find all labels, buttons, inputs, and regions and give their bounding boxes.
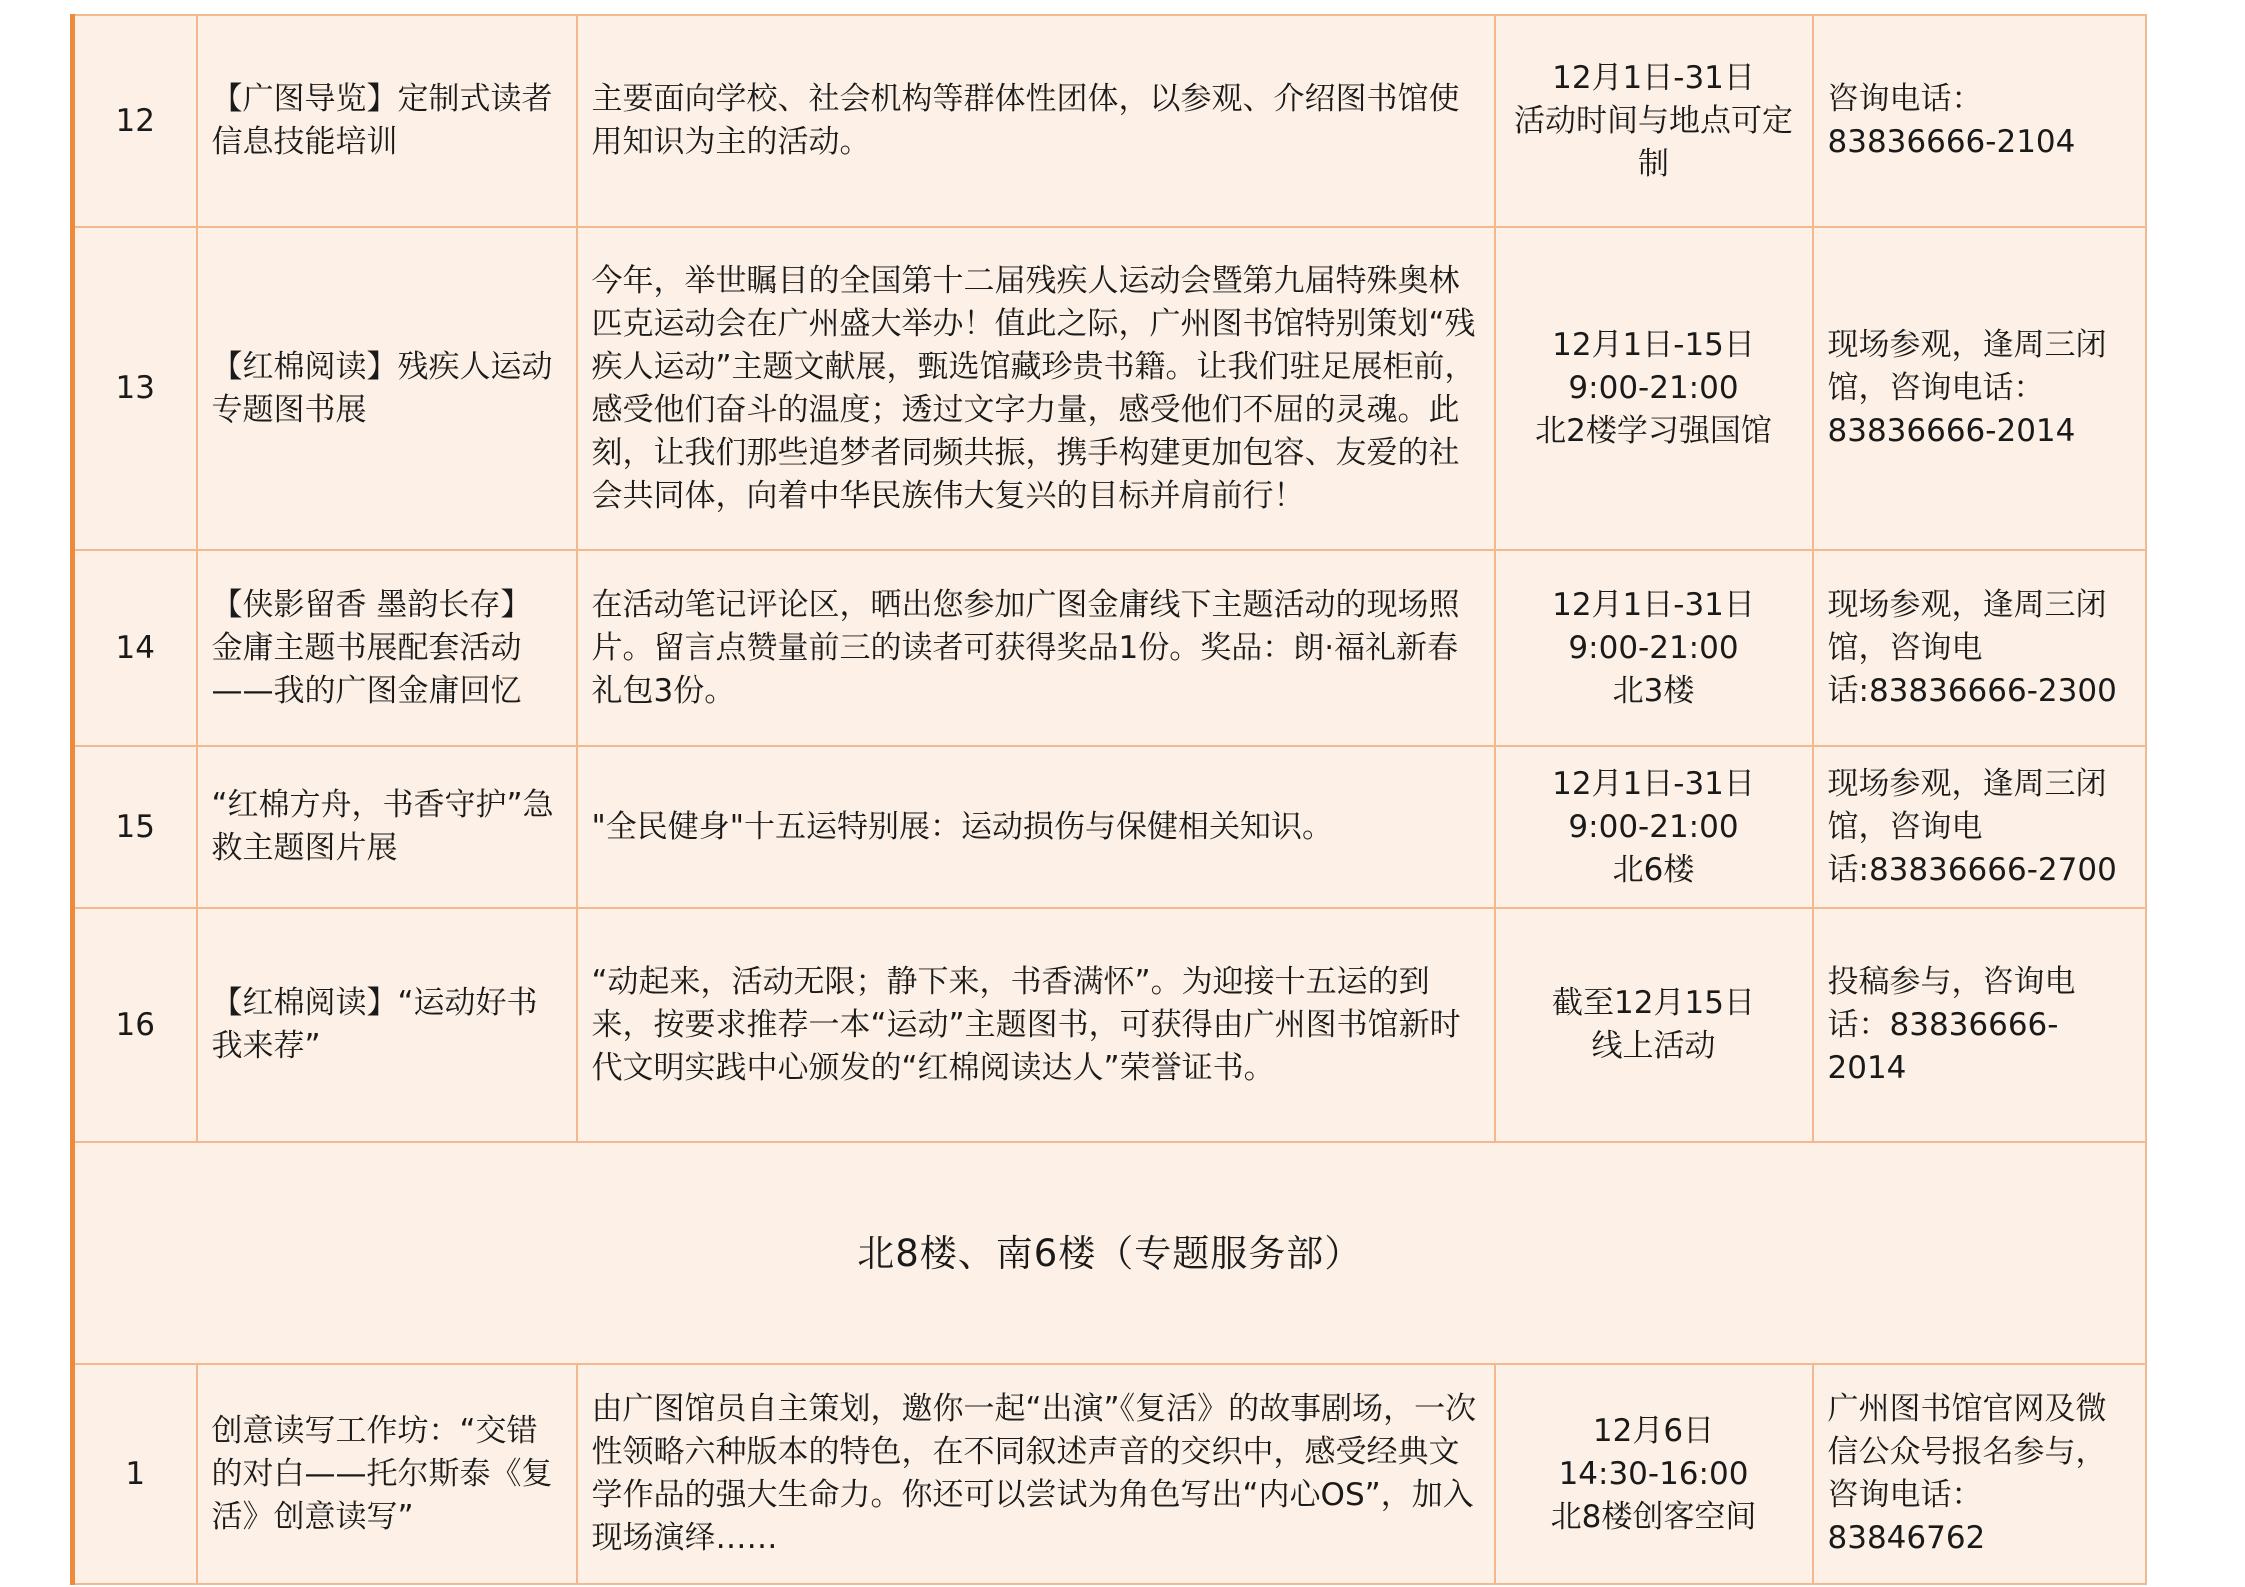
- row-number: 12: [73, 15, 197, 227]
- activity-contact: 现场参观，逢周三闭馆，咨询电话:83836666-2700: [1813, 746, 2146, 908]
- time-line: 活动时间与地点可定制: [1514, 102, 1793, 182]
- table-row: [73, 908, 2146, 1142]
- activity-contact: 投稿参与，咨询电话：83836666-2014: [1813, 908, 2146, 1142]
- time-line: 14:30-16:00: [1558, 1455, 1749, 1492]
- row-number: 14: [73, 550, 197, 746]
- activity-time-place: [1495, 746, 1813, 908]
- activity-title: 创意读写工作坊：“交错的对白——托尔斯泰《复活》创意读写”: [197, 1364, 577, 1584]
- table-row: [73, 746, 2146, 908]
- activity-contact: 现场参观，逢周三闭馆，咨询电话：83836666-2014: [1813, 227, 2146, 550]
- activity-contact: 咨询电话：83836666-2104: [1813, 15, 2146, 227]
- time-line: 9:00-21:00: [1568, 370, 1739, 406]
- activity-title: “红棉方舟，书香守护”急救主题图片展: [197, 746, 577, 908]
- table-row: [73, 1364, 2146, 1584]
- time-line: 12月1日-31日: [1552, 59, 1755, 96]
- table-row: [73, 15, 2146, 227]
- activity-description: 今年，举世瞩目的全国第十二届残疾人运动会暨第九届特殊奥林匹克运动会在广州盛大举办！值此之际，广州图书馆特别策划“残疾人运动”主题文献展，甄选馆藏珍贵书籍。让我们驻足展柜前，感受他们奋斗的温度；透过文字力量，感受他们不屈的灵魂。此刻，让我们那些追梦者同频共振，携手构建更加包容、友爱的社会共同体，向着中华民族伟大复兴的目标并肩前行！: [577, 227, 1495, 550]
- activity-title: 【广图导览】定制式读者信息技能培训: [197, 15, 577, 227]
- time-line: 北6楼: [1612, 851, 1695, 888]
- activity-contact: 现场参观，逢周三闭馆，咨询电话:83836666-2300: [1813, 550, 2146, 746]
- activity-title: 【侠影留香 墨韵长存】金庸主题书展配套活动——我的广图金庸回忆: [197, 550, 577, 746]
- activity-description: 由广图馆员自主策划，邀你一起“出演”《复活》的故事剧场，一次性领略六种版本的特色，在不同叙述声音的交织中，感受经典文学作品的强大生命力。你还可以尝试为角色写出“内心OS”，加入现场演绎……: [577, 1364, 1495, 1584]
- activity-description: 主要面向学校、社会机构等群体性团体，以参观、介绍图书馆使用知识为主的活动。: [577, 15, 1495, 227]
- time-line: 12月6日: [1592, 1412, 1715, 1449]
- activity-time-place: [1495, 908, 1813, 1142]
- time-line: 北8楼创客空间: [1550, 1498, 1757, 1535]
- row-number: 16: [73, 908, 197, 1142]
- activity-description: “动起来，活动无限；静下来，书香满怀”。为迎接十五运的到来，按要求推荐一本“运动”主题图书，可获得由广州图书馆新时代文明实践中心颁发的“红棉阅读达人”荣誉证书。: [577, 908, 1495, 1142]
- activity-title: 【红棉阅读】“运动好书我来荐”: [197, 908, 577, 1142]
- table-row: [73, 550, 2146, 746]
- time-line: 北3楼: [1612, 672, 1695, 709]
- time-line: 12月1日-31日: [1552, 765, 1755, 802]
- time-line: 9:00-21:00: [1568, 808, 1739, 845]
- activity-contact: 广州图书馆官网及微信公众号报名参与，咨询电话：83846762: [1813, 1364, 2146, 1584]
- activity-time-place: [1495, 227, 1813, 550]
- activity-title: 【红棉阅读】残疾人运动专题图书展: [197, 227, 577, 550]
- activity-description: 在活动笔记评论区，晒出您参加广图金庸线下主题活动的现场照片。留言点赞量前三的读者可获得奖品1份。奖品：朗·福礼新春礼包3份。: [577, 550, 1495, 746]
- time-line: 12月1日-15日: [1552, 327, 1755, 363]
- activity-description: "全民健身"十五运特别展：运动损伤与保健相关知识。: [577, 746, 1495, 908]
- time-line: 截至12月15日: [1552, 985, 1755, 1021]
- row-number: 13: [73, 227, 197, 550]
- time-line: 12月1日-31日: [1552, 586, 1755, 623]
- row-number: 1: [73, 1364, 197, 1584]
- time-line: 线上活动: [1591, 1028, 1716, 1064]
- time-line: 9:00-21:00: [1568, 629, 1739, 666]
- time-line: 北2楼学习强国馆: [1535, 413, 1772, 449]
- row-number: 15: [73, 746, 197, 908]
- activity-schedule-table: [70, 14, 2147, 1585]
- activity-time-place: [1495, 550, 1813, 746]
- section-title: 北8楼、南6楼（专题服务部）: [73, 1142, 2146, 1364]
- activity-time-place: [1495, 1364, 1813, 1584]
- table-row: [73, 227, 2146, 550]
- activity-time-place: [1495, 15, 1813, 227]
- section-header-row: [73, 1142, 2146, 1364]
